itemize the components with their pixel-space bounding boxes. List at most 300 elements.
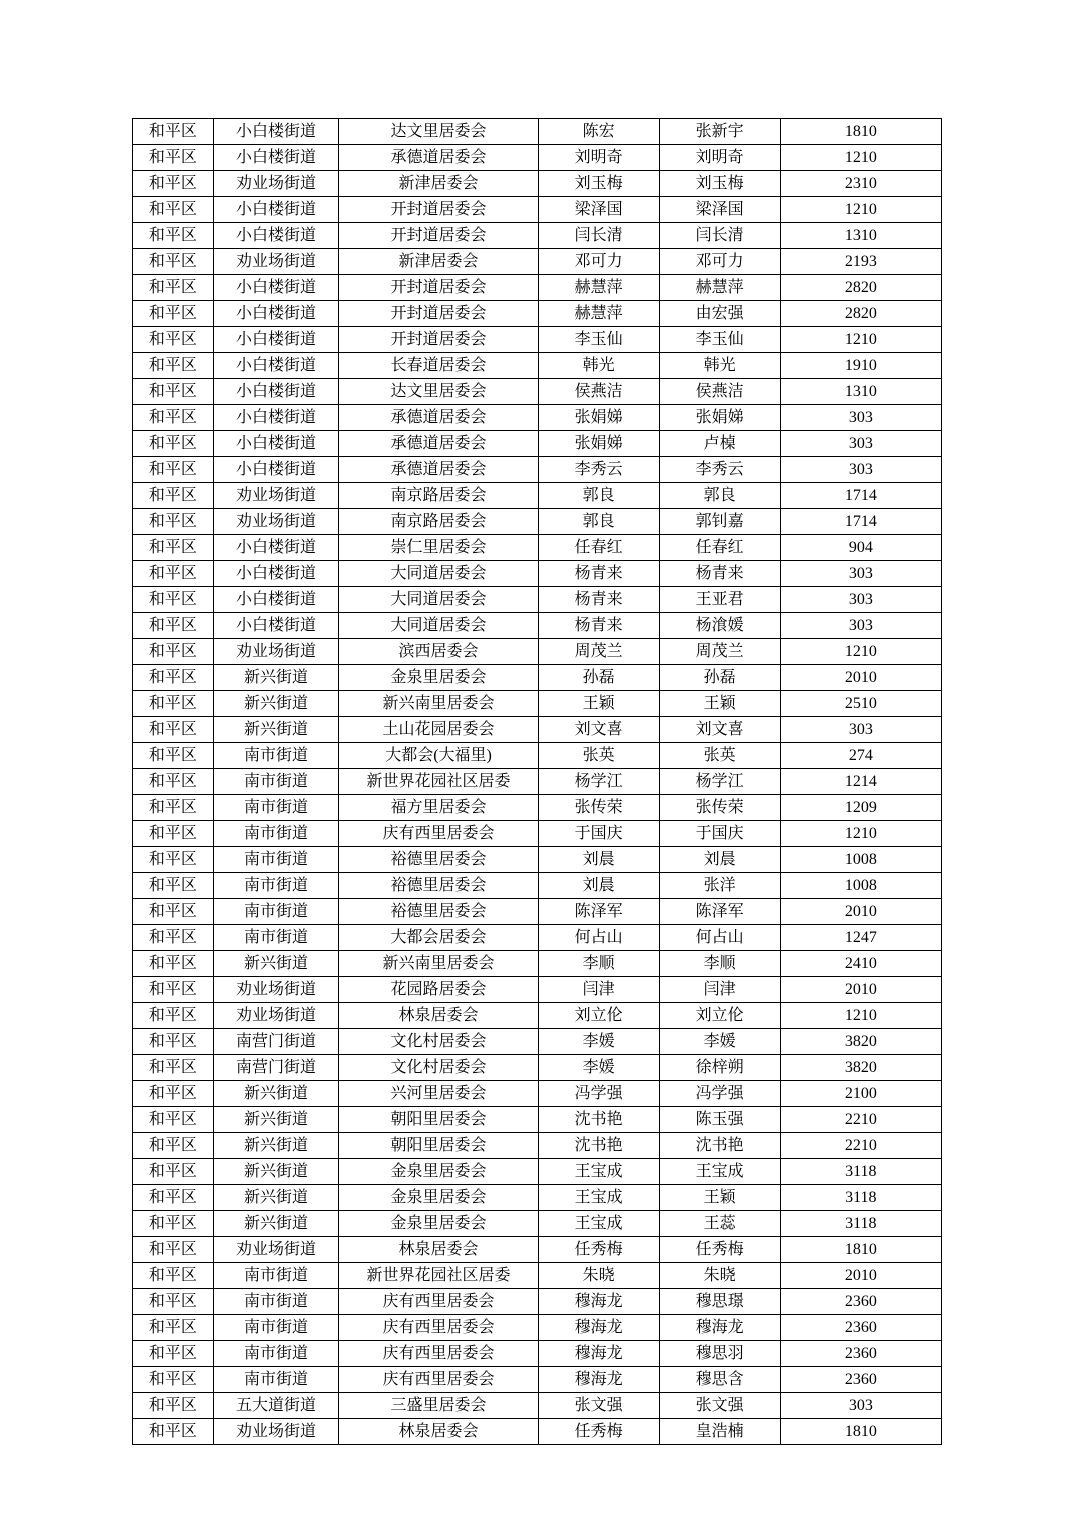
table-row bbox=[133, 587, 942, 613]
table-cell: 1210 bbox=[780, 327, 941, 353]
table-cell: 2360 bbox=[780, 1341, 941, 1367]
table-cell: 闫长清 bbox=[538, 223, 659, 249]
table-row bbox=[133, 1133, 942, 1159]
table-cell: 和平区 bbox=[133, 119, 214, 145]
table-row bbox=[133, 249, 942, 275]
table-cell: 和平区 bbox=[133, 873, 214, 899]
table-cell: 和平区 bbox=[133, 301, 214, 327]
table-cell: 2210 bbox=[780, 1107, 941, 1133]
table-cell: 韩光 bbox=[659, 353, 780, 379]
table-cell: 邓可力 bbox=[538, 249, 659, 275]
table-cell: 大都会居委会 bbox=[339, 925, 538, 951]
table-cell: 穆海龙 bbox=[538, 1341, 659, 1367]
table-cell: 南市街道 bbox=[213, 1315, 339, 1341]
table-cell: 和平区 bbox=[133, 1055, 214, 1081]
table-cell: 2510 bbox=[780, 691, 941, 717]
table-cell: 1910 bbox=[780, 353, 941, 379]
table-cell: 兴河里居委会 bbox=[339, 1081, 538, 1107]
table-row bbox=[133, 1185, 942, 1211]
table-cell: 土山花园居委会 bbox=[339, 717, 538, 743]
table-row bbox=[133, 1003, 942, 1029]
table-cell: 和平区 bbox=[133, 1237, 214, 1263]
table-cell: 朱晓 bbox=[538, 1263, 659, 1289]
table-cell: 南市街道 bbox=[213, 795, 339, 821]
table-cell: 1310 bbox=[780, 379, 941, 405]
table-cell: 和平区 bbox=[133, 613, 214, 639]
table-cell: 劝业场街道 bbox=[213, 171, 339, 197]
table-cell: 1247 bbox=[780, 925, 941, 951]
table-cell: 1210 bbox=[780, 197, 941, 223]
table-cell: 承德道居委会 bbox=[339, 457, 538, 483]
table-cell: 新兴街道 bbox=[213, 951, 339, 977]
table-cell: 徐梓朔 bbox=[659, 1055, 780, 1081]
table-row bbox=[133, 171, 942, 197]
table-cell: 于国庆 bbox=[659, 821, 780, 847]
table-cell: 新兴街道 bbox=[213, 1185, 339, 1211]
table-cell: 李玉仙 bbox=[659, 327, 780, 353]
table-body bbox=[133, 119, 942, 1445]
table-cell: 刘立伦 bbox=[659, 1003, 780, 1029]
table-cell: 李玉仙 bbox=[538, 327, 659, 353]
table-cell: 大同道居委会 bbox=[339, 587, 538, 613]
table-cell: 新兴街道 bbox=[213, 1107, 339, 1133]
table-cell: 张新宇 bbox=[659, 119, 780, 145]
table-cell: 南市街道 bbox=[213, 1367, 339, 1393]
table-cell: 303 bbox=[780, 561, 941, 587]
table-cell: 大同道居委会 bbox=[339, 561, 538, 587]
table-cell: 和平区 bbox=[133, 899, 214, 925]
table-cell: 南市街道 bbox=[213, 1263, 339, 1289]
table-cell: 大同道居委会 bbox=[339, 613, 538, 639]
table-cell: 南市街道 bbox=[213, 873, 339, 899]
table-cell: 刘明奇 bbox=[659, 145, 780, 171]
table-cell: 904 bbox=[780, 535, 941, 561]
table-cell: 小白楼街道 bbox=[213, 145, 339, 171]
table-cell: 小白楼街道 bbox=[213, 587, 339, 613]
table-cell: 劝业场街道 bbox=[213, 483, 339, 509]
table-cell: 杨学江 bbox=[659, 769, 780, 795]
table-cell: 新兴街道 bbox=[213, 1159, 339, 1185]
table-cell: 赫慧萍 bbox=[659, 275, 780, 301]
table-cell: 三盛里居委会 bbox=[339, 1393, 538, 1419]
table-cell: 303 bbox=[780, 1393, 941, 1419]
table-row bbox=[133, 483, 942, 509]
table-cell: 南营门街道 bbox=[213, 1055, 339, 1081]
table-row bbox=[133, 223, 942, 249]
table-cell: 和平区 bbox=[133, 457, 214, 483]
table-row bbox=[133, 327, 942, 353]
table-cell: 南京路居委会 bbox=[339, 483, 538, 509]
table-cell: 劝业场街道 bbox=[213, 249, 339, 275]
table-row bbox=[133, 1315, 942, 1341]
table-cell: 和平区 bbox=[133, 197, 214, 223]
table-cell: 刘立伦 bbox=[538, 1003, 659, 1029]
table-cell: 2310 bbox=[780, 171, 941, 197]
table-row bbox=[133, 1237, 942, 1263]
table-row bbox=[133, 353, 942, 379]
table-cell: 3820 bbox=[780, 1029, 941, 1055]
table-cell: 和平区 bbox=[133, 1315, 214, 1341]
table-cell: 李顺 bbox=[659, 951, 780, 977]
table-row bbox=[133, 197, 942, 223]
table-cell: 2010 bbox=[780, 899, 941, 925]
table-cell: 新津居委会 bbox=[339, 171, 538, 197]
table-cell: 刘晨 bbox=[538, 873, 659, 899]
table-cell: 花园路居委会 bbox=[339, 977, 538, 1003]
table-cell: 林泉居委会 bbox=[339, 1237, 538, 1263]
table-cell: 1214 bbox=[780, 769, 941, 795]
table-cell: 李媛 bbox=[538, 1055, 659, 1081]
table-cell: 张娟娣 bbox=[538, 431, 659, 457]
table-cell: 承德道居委会 bbox=[339, 431, 538, 457]
table-cell: 和平区 bbox=[133, 821, 214, 847]
table-cell: 1210 bbox=[780, 639, 941, 665]
table-cell: 和平区 bbox=[133, 1003, 214, 1029]
table-cell: 郭良 bbox=[538, 509, 659, 535]
table-cell: 穆思璟 bbox=[659, 1289, 780, 1315]
table-cell: 和平区 bbox=[133, 171, 214, 197]
table-cell: 小白楼街道 bbox=[213, 379, 339, 405]
table-row bbox=[133, 977, 942, 1003]
table-cell: 陈宏 bbox=[538, 119, 659, 145]
table-cell: 303 bbox=[780, 613, 941, 639]
table-cell: 孙磊 bbox=[659, 665, 780, 691]
table-cell: 张文强 bbox=[538, 1393, 659, 1419]
table-cell: 杨湌媛 bbox=[659, 613, 780, 639]
table-row bbox=[133, 613, 942, 639]
table-cell: 小白楼街道 bbox=[213, 275, 339, 301]
table-cell: 李秀云 bbox=[659, 457, 780, 483]
table-cell: 新兴街道 bbox=[213, 665, 339, 691]
table-cell: 卢槕 bbox=[659, 431, 780, 457]
table-cell: 杨青来 bbox=[538, 561, 659, 587]
table-cell: 南营门街道 bbox=[213, 1029, 339, 1055]
table-cell: 和平区 bbox=[133, 275, 214, 301]
table-cell: 新兴街道 bbox=[213, 691, 339, 717]
table-cell: 2010 bbox=[780, 665, 941, 691]
table-cell: 2410 bbox=[780, 951, 941, 977]
table-cell: 王蕊 bbox=[659, 1211, 780, 1237]
table-cell: 劝业场街道 bbox=[213, 977, 339, 1003]
table-cell: 赫慧萍 bbox=[538, 275, 659, 301]
table-cell: 和平区 bbox=[133, 951, 214, 977]
table-cell: 金泉里居委会 bbox=[339, 1211, 538, 1237]
table-cell: 1210 bbox=[780, 1003, 941, 1029]
table-cell: 劝业场街道 bbox=[213, 1003, 339, 1029]
table-cell: 庆有西里居委会 bbox=[339, 1367, 538, 1393]
table-cell: 和平区 bbox=[133, 1419, 214, 1445]
table-row bbox=[133, 561, 942, 587]
table-cell: 1810 bbox=[780, 1419, 941, 1445]
table-cell: 周茂兰 bbox=[538, 639, 659, 665]
table-cell: 2010 bbox=[780, 1263, 941, 1289]
table-row bbox=[133, 301, 942, 327]
table-cell: 和平区 bbox=[133, 223, 214, 249]
table-cell: 和平区 bbox=[133, 1393, 214, 1419]
table-cell: 2360 bbox=[780, 1289, 941, 1315]
table-cell: 3820 bbox=[780, 1055, 941, 1081]
table-cell: 庆有西里居委会 bbox=[339, 821, 538, 847]
table-cell: 和平区 bbox=[133, 353, 214, 379]
table-cell: 小白楼街道 bbox=[213, 535, 339, 561]
table-cell: 杨青来 bbox=[538, 613, 659, 639]
table-row bbox=[133, 405, 942, 431]
table-cell: 1210 bbox=[780, 145, 941, 171]
table-cell: 韩光 bbox=[538, 353, 659, 379]
table-cell: 刘文喜 bbox=[538, 717, 659, 743]
table-cell: 裕德里居委会 bbox=[339, 873, 538, 899]
table-cell: 由宏强 bbox=[659, 301, 780, 327]
table-cell: 和平区 bbox=[133, 1107, 214, 1133]
table-row bbox=[133, 1367, 942, 1393]
table-cell: 五大道街道 bbox=[213, 1393, 339, 1419]
table-cell: 2010 bbox=[780, 977, 941, 1003]
table-cell: 梁泽国 bbox=[659, 197, 780, 223]
table-row bbox=[133, 535, 942, 561]
table-row bbox=[133, 431, 942, 457]
table-cell: 裕德里居委会 bbox=[339, 899, 538, 925]
table-cell: 王宝成 bbox=[538, 1185, 659, 1211]
table-cell: 和平区 bbox=[133, 249, 214, 275]
table-cell: 王颖 bbox=[538, 691, 659, 717]
table-cell: 陈泽军 bbox=[659, 899, 780, 925]
table-cell: 闫长清 bbox=[659, 223, 780, 249]
table-cell: 于国庆 bbox=[538, 821, 659, 847]
table-cell: 达文里居委会 bbox=[339, 119, 538, 145]
table-cell: 1209 bbox=[780, 795, 941, 821]
table-cell: 庆有西里居委会 bbox=[339, 1289, 538, 1315]
table-cell: 张英 bbox=[538, 743, 659, 769]
table-cell: 何占山 bbox=[538, 925, 659, 951]
table-cell: 刘文喜 bbox=[659, 717, 780, 743]
table-cell: 开封道居委会 bbox=[339, 275, 538, 301]
table-cell: 郭钊嘉 bbox=[659, 509, 780, 535]
table-cell: 杨青来 bbox=[538, 587, 659, 613]
table-cell: 和平区 bbox=[133, 431, 214, 457]
table-cell: 小白楼街道 bbox=[213, 405, 339, 431]
table-cell: 南市街道 bbox=[213, 925, 339, 951]
table-row bbox=[133, 1107, 942, 1133]
table-row bbox=[133, 1159, 942, 1185]
table-cell: 劝业场街道 bbox=[213, 639, 339, 665]
table-cell: 开封道居委会 bbox=[339, 197, 538, 223]
table-cell: 承德道居委会 bbox=[339, 145, 538, 171]
table-cell: 任秀梅 bbox=[538, 1237, 659, 1263]
table-cell: 和平区 bbox=[133, 1341, 214, 1367]
table-cell: 穆思羽 bbox=[659, 1341, 780, 1367]
table-row bbox=[133, 1055, 942, 1081]
table-cell: 小白楼街道 bbox=[213, 431, 339, 457]
table-cell: 2360 bbox=[780, 1367, 941, 1393]
table-cell: 3118 bbox=[780, 1211, 941, 1237]
table-cell: 和平区 bbox=[133, 1185, 214, 1211]
table-cell: 新兴街道 bbox=[213, 717, 339, 743]
table-row bbox=[133, 1419, 942, 1445]
table-row bbox=[133, 743, 942, 769]
table-cell: 任秀梅 bbox=[538, 1419, 659, 1445]
table-cell: 和平区 bbox=[133, 743, 214, 769]
table-row bbox=[133, 1029, 942, 1055]
table-cell: 南市街道 bbox=[213, 847, 339, 873]
table-cell: 朝阳里居委会 bbox=[339, 1107, 538, 1133]
table-cell: 刘明奇 bbox=[538, 145, 659, 171]
table-cell: 新兴街道 bbox=[213, 1133, 339, 1159]
table-row bbox=[133, 1341, 942, 1367]
table-cell: 杨学江 bbox=[538, 769, 659, 795]
table-cell: 1310 bbox=[780, 223, 941, 249]
table-cell: 冯学强 bbox=[538, 1081, 659, 1107]
table-cell: 开封道居委会 bbox=[339, 327, 538, 353]
table-cell: 张洋 bbox=[659, 873, 780, 899]
table-cell: 穆海龙 bbox=[538, 1367, 659, 1393]
table-cell: 张娟娣 bbox=[538, 405, 659, 431]
table-cell: 侯燕洁 bbox=[538, 379, 659, 405]
table-cell: 王亚君 bbox=[659, 587, 780, 613]
table-cell: 穆思含 bbox=[659, 1367, 780, 1393]
table-row bbox=[133, 795, 942, 821]
table-cell: 303 bbox=[780, 431, 941, 457]
table-cell: 长春道居委会 bbox=[339, 353, 538, 379]
table-cell: 小白楼街道 bbox=[213, 119, 339, 145]
table-row bbox=[133, 717, 942, 743]
table-row bbox=[133, 873, 942, 899]
table-cell: 1714 bbox=[780, 483, 941, 509]
table-cell: 1210 bbox=[780, 821, 941, 847]
table-cell: 庆有西里居委会 bbox=[339, 1341, 538, 1367]
table-cell: 2820 bbox=[780, 275, 941, 301]
table-cell: 小白楼街道 bbox=[213, 197, 339, 223]
table-row bbox=[133, 1081, 942, 1107]
table-cell: 新兴街道 bbox=[213, 1211, 339, 1237]
table-cell: 劝业场街道 bbox=[213, 1419, 339, 1445]
table-cell: 文化村居委会 bbox=[339, 1029, 538, 1055]
table-cell: 张传荣 bbox=[659, 795, 780, 821]
table-cell: 南市街道 bbox=[213, 743, 339, 769]
table-cell: 和平区 bbox=[133, 145, 214, 171]
table-cell: 新兴南里居委会 bbox=[339, 691, 538, 717]
table-cell: 和平区 bbox=[133, 977, 214, 1003]
table-cell: 刘晨 bbox=[538, 847, 659, 873]
table-cell: 小白楼街道 bbox=[213, 613, 339, 639]
table-row bbox=[133, 691, 942, 717]
table-cell: 和平区 bbox=[133, 1211, 214, 1237]
table-cell: 274 bbox=[780, 743, 941, 769]
table-cell: 和平区 bbox=[133, 1081, 214, 1107]
table-cell: 和平区 bbox=[133, 587, 214, 613]
table-cell: 和平区 bbox=[133, 1289, 214, 1315]
table-cell: 孙磊 bbox=[538, 665, 659, 691]
table-cell: 沈书艳 bbox=[538, 1133, 659, 1159]
table-cell: 开封道居委会 bbox=[339, 223, 538, 249]
table-cell: 和平区 bbox=[133, 847, 214, 873]
table-cell: 1714 bbox=[780, 509, 941, 535]
table-cell: 杨青来 bbox=[659, 561, 780, 587]
table-cell: 和平区 bbox=[133, 925, 214, 951]
table-row bbox=[133, 1289, 942, 1315]
table-row bbox=[133, 1393, 942, 1419]
table-cell: 刘晨 bbox=[659, 847, 780, 873]
table-row bbox=[133, 951, 942, 977]
table-cell: 南市街道 bbox=[213, 769, 339, 795]
table-row bbox=[133, 1211, 942, 1237]
table-cell: 1008 bbox=[780, 873, 941, 899]
table-cell: 2210 bbox=[780, 1133, 941, 1159]
table-cell: 张文强 bbox=[659, 1393, 780, 1419]
table-cell: 303 bbox=[780, 717, 941, 743]
table-row bbox=[133, 119, 942, 145]
table-cell: 福方里居委会 bbox=[339, 795, 538, 821]
table-cell: 开封道居委会 bbox=[339, 301, 538, 327]
table-cell: 王颖 bbox=[659, 1185, 780, 1211]
table-cell: 和平区 bbox=[133, 717, 214, 743]
table-row bbox=[133, 821, 942, 847]
table-cell: 新世界花园社区居委 bbox=[339, 769, 538, 795]
table-cell: 小白楼街道 bbox=[213, 353, 339, 379]
table-cell: 1008 bbox=[780, 847, 941, 873]
table-cell: 和平区 bbox=[133, 1029, 214, 1055]
table-cell: 和平区 bbox=[133, 379, 214, 405]
table-cell: 文化村居委会 bbox=[339, 1055, 538, 1081]
table-cell: 任秀梅 bbox=[659, 1237, 780, 1263]
table-cell: 和平区 bbox=[133, 1159, 214, 1185]
table-cell: 和平区 bbox=[133, 639, 214, 665]
table-cell: 金泉里居委会 bbox=[339, 1185, 538, 1211]
table-cell: 张英 bbox=[659, 743, 780, 769]
table-row bbox=[133, 509, 942, 535]
table-row bbox=[133, 275, 942, 301]
table-cell: 朱晓 bbox=[659, 1263, 780, 1289]
table-row bbox=[133, 769, 942, 795]
table-cell: 和平区 bbox=[133, 1133, 214, 1159]
table-cell: 新兴南里居委会 bbox=[339, 951, 538, 977]
table-cell: 1810 bbox=[780, 119, 941, 145]
table-cell: 3118 bbox=[780, 1159, 941, 1185]
table-cell: 刘玉梅 bbox=[538, 171, 659, 197]
table-cell: 闫津 bbox=[538, 977, 659, 1003]
table-cell: 小白楼街道 bbox=[213, 301, 339, 327]
table-cell: 和平区 bbox=[133, 795, 214, 821]
table-row bbox=[133, 145, 942, 171]
table-cell: 任春红 bbox=[538, 535, 659, 561]
table-cell: 李秀云 bbox=[538, 457, 659, 483]
table-cell: 滨西居委会 bbox=[339, 639, 538, 665]
table-cell: 新津居委会 bbox=[339, 249, 538, 275]
table-cell: 庆有西里居委会 bbox=[339, 1315, 538, 1341]
table-row bbox=[133, 665, 942, 691]
table-cell: 和平区 bbox=[133, 1263, 214, 1289]
table-cell: 和平区 bbox=[133, 691, 214, 717]
table-cell: 和平区 bbox=[133, 405, 214, 431]
table-cell: 小白楼街道 bbox=[213, 457, 339, 483]
table-cell: 郭良 bbox=[659, 483, 780, 509]
table-cell: 和平区 bbox=[133, 509, 214, 535]
table-cell: 南市街道 bbox=[213, 899, 339, 925]
table-cell: 1810 bbox=[780, 1237, 941, 1263]
table-cell: 劝业场街道 bbox=[213, 509, 339, 535]
table-cell: 穆海龙 bbox=[538, 1315, 659, 1341]
table-cell: 和平区 bbox=[133, 1367, 214, 1393]
table-cell: 和平区 bbox=[133, 769, 214, 795]
table-cell: 和平区 bbox=[133, 327, 214, 353]
table-cell: 承德道居委会 bbox=[339, 405, 538, 431]
table-cell: 邓可力 bbox=[659, 249, 780, 275]
table-cell: 3118 bbox=[780, 1185, 941, 1211]
table-cell: 小白楼街道 bbox=[213, 223, 339, 249]
table-cell: 小白楼街道 bbox=[213, 327, 339, 353]
table-cell: 林泉居委会 bbox=[339, 1003, 538, 1029]
table-cell: 陈玉强 bbox=[659, 1107, 780, 1133]
table-cell: 2360 bbox=[780, 1315, 941, 1341]
